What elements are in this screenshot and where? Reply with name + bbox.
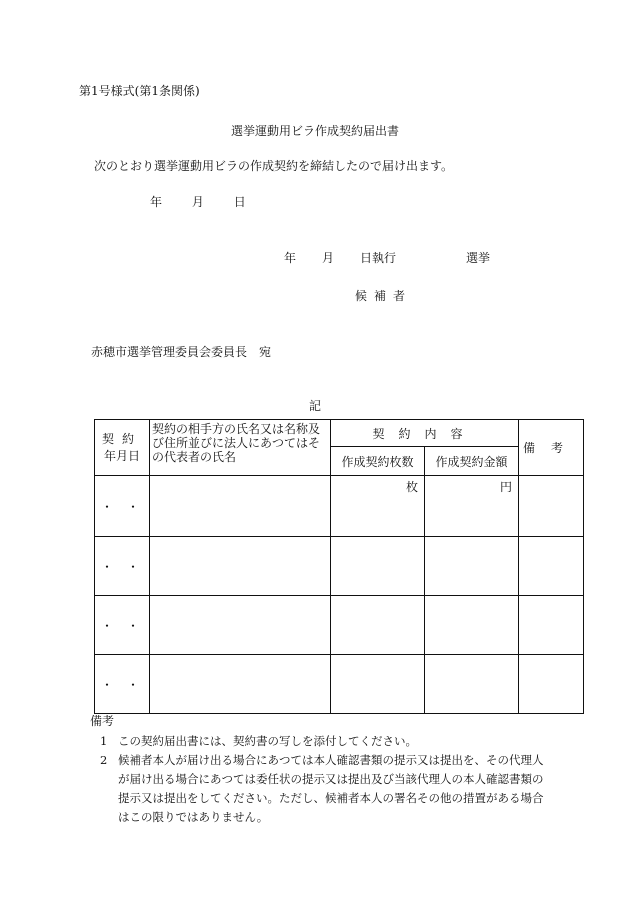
date-cell[interactable]: ・・ xyxy=(95,655,150,714)
counterparty-cell[interactable] xyxy=(150,596,331,655)
election-day-exec: 日執行 xyxy=(360,251,397,265)
count-cell[interactable]: 枚 xyxy=(331,476,425,537)
addressee: 赤穂市選挙管理委員会委員長 宛 xyxy=(91,345,272,359)
date-cell[interactable]: ・・ xyxy=(95,537,150,596)
counterparty-cell[interactable] xyxy=(150,655,331,714)
header-contract-content: 契約内容 xyxy=(331,420,519,447)
date-cell[interactable]: ・・ xyxy=(95,596,150,655)
election-label: 選挙 xyxy=(466,251,491,265)
note-number: 2 xyxy=(100,753,108,767)
amount-cell[interactable]: 円 xyxy=(425,476,519,537)
table-row xyxy=(95,655,584,714)
date-day: 日 xyxy=(233,195,246,209)
table-row xyxy=(95,476,584,537)
note-text: 候補者本人が届け出る場合にあつては本人確認書類の提示又は提出を、その代理人 xyxy=(118,753,544,767)
date-month: 月 xyxy=(191,195,204,209)
election-month: 月 xyxy=(322,251,335,265)
date-cell[interactable]: ・・ xyxy=(95,476,150,537)
note-item-2 xyxy=(100,752,544,768)
header-contract-date: 契約 年月日 xyxy=(95,420,150,476)
note-text: 提示又は提出をしてください。ただし、候補者本人の署名その他の措置がある場合 xyxy=(118,791,544,805)
note-text: が届け出る場合にあつては委任状の提示又は提出及び当該代理人の本人確認書類の xyxy=(118,772,544,786)
header-counterparty: 契約の相手方の氏名又は名称及び住所並びに法人にあつてはその代表者の氏名 xyxy=(150,420,331,476)
remarks-cell[interactable] xyxy=(519,537,584,596)
amount-cell[interactable] xyxy=(425,655,519,714)
date-year: 年 xyxy=(150,195,163,209)
remarks-cell[interactable] xyxy=(519,655,584,714)
submission-date-line xyxy=(150,193,246,210)
table-row xyxy=(95,537,584,596)
remarks-cell[interactable] xyxy=(519,476,584,537)
note-text: この契約届出書には、契約書の写しを添付してください。 xyxy=(118,734,417,748)
header-amount: 作成契約金額 xyxy=(425,447,519,476)
count-cell[interactable] xyxy=(331,655,425,714)
note-text: はこの限りではありません。 xyxy=(118,810,269,824)
count-cell[interactable] xyxy=(331,596,425,655)
count-cell[interactable] xyxy=(331,537,425,596)
form-number-label: 第1号様式(第1条関係) xyxy=(79,84,200,98)
counterparty-cell[interactable] xyxy=(150,537,331,596)
header-remarks: 備考 xyxy=(519,420,584,476)
table-row xyxy=(95,596,584,655)
ki-heading: 記 xyxy=(309,399,322,413)
notes-title: 備考 xyxy=(90,714,115,728)
election-line xyxy=(284,249,490,266)
intro-text: 次のとおり選挙運動用ビラの作成契約を締結したので届け出ます。 xyxy=(94,159,454,173)
contract-table xyxy=(94,419,584,714)
amount-cell[interactable] xyxy=(425,537,519,596)
note-number: 1 xyxy=(100,734,108,748)
remarks-cell[interactable] xyxy=(519,596,584,655)
candidate-label: 候補者 xyxy=(355,289,413,303)
counterparty-cell[interactable] xyxy=(150,476,331,537)
document-title: 選挙運動用ビラ作成契約届出書 xyxy=(230,124,399,138)
election-year: 年 xyxy=(284,251,297,265)
note-item-1 xyxy=(100,733,417,749)
amount-cell[interactable] xyxy=(425,596,519,655)
header-count: 作成契約枚数 xyxy=(331,447,425,476)
